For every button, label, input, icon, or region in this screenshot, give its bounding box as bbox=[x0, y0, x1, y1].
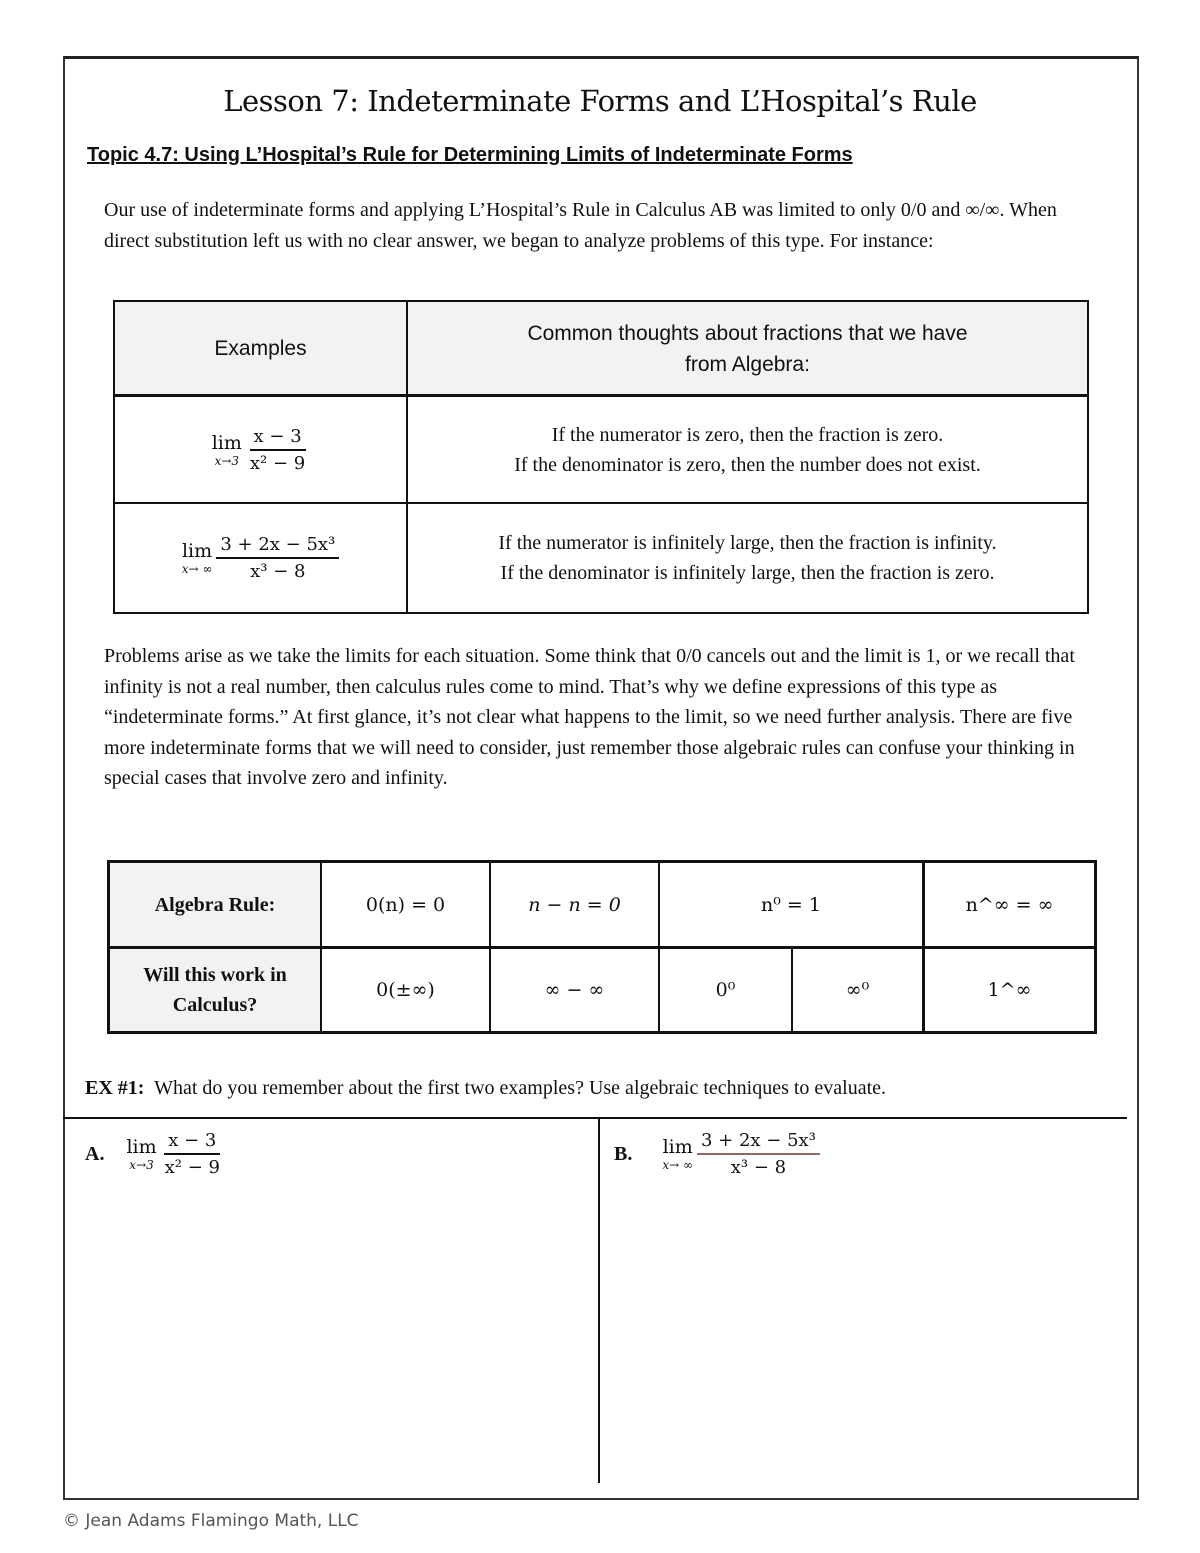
denominator: x² − 9 bbox=[164, 1157, 220, 1178]
copyright-footer: © Jean Adams Flamingo Math, LLC bbox=[63, 1511, 359, 1531]
examples-table bbox=[113, 300, 1089, 614]
form-infinity-to-zero: ∞⁰ bbox=[845, 979, 870, 1001]
part-a-label: A. bbox=[85, 1142, 105, 1165]
lim-subscript: x→ ∞ bbox=[662, 1158, 693, 1172]
thought-2 bbox=[408, 504, 1087, 612]
lim-subscript: x→3 bbox=[129, 1158, 154, 1172]
ex1-prompt bbox=[85, 1077, 886, 1100]
rule-zero-power: n⁰ = 1 bbox=[761, 893, 821, 916]
ex1-part-a bbox=[85, 1130, 224, 1178]
denominator: x³ − 8 bbox=[250, 561, 306, 582]
lim-subscript: x→3 bbox=[214, 453, 240, 468]
divider bbox=[63, 1117, 1127, 1119]
form-one-to-infinity: 1^∞ bbox=[987, 979, 1032, 1001]
problems-paragraph: Problems arise as we take the limits for each situation. Some think that 0/0 cancels out and the limit is 1, or we recall that infinity is not a real number, then calculus rules come to mind. That’s why we define expressions of this type as “indeterminate forms.” At first glance, it’s not clear what happens to the limit, so we need further analysis. There are five more indeterminate forms that we will need to consider, just remember those algebraic rules can confuse your thinking in special cases that involve zero and infinity. bbox=[104, 645, 1075, 789]
lim-subscript: x→ ∞ bbox=[181, 562, 213, 576]
lim-label: lim bbox=[181, 540, 213, 562]
ex1-part-b bbox=[614, 1130, 820, 1178]
denominator: x³ − 8 bbox=[730, 1157, 787, 1178]
lim-label: lim bbox=[126, 1136, 157, 1158]
numerator: 3 + 2x − 5x³ bbox=[697, 1130, 820, 1155]
indeterminate-forms-table bbox=[107, 860, 1097, 1034]
example-2 bbox=[115, 504, 406, 612]
numerator: x − 3 bbox=[164, 1130, 220, 1155]
form-zero-times-infinity: 0(±∞) bbox=[376, 979, 435, 1001]
ex1-label: EX #1: bbox=[85, 1077, 145, 1099]
lim-label: lim bbox=[211, 431, 242, 454]
numerator: 3 + 2x − 5x³ bbox=[216, 534, 339, 559]
thought-line: If the denominator is infinitely large, then the fraction is zero. bbox=[500, 562, 995, 584]
example-1 bbox=[115, 397, 406, 502]
header-thoughts: Common thoughts about fractions that we have from Algebra: bbox=[408, 302, 1087, 395]
form-zero-to-zero: 0⁰ bbox=[715, 979, 736, 1001]
lesson-title: Lesson 7: Indeterminate Forms and L’Hospital’s Rule bbox=[223, 84, 977, 118]
form-infinity-minus-infinity: ∞ − ∞ bbox=[544, 979, 605, 1001]
calculus-question-label: Will this work in Calculus? bbox=[110, 949, 320, 1031]
thought-line: If the numerator is zero, then the fraction is zero. bbox=[551, 423, 944, 446]
rule-zero-product: 0(n) = 0 bbox=[365, 893, 446, 916]
ex1-text: What do you remember about the first two examples? Use algebraic techniques to evaluate. bbox=[154, 1077, 887, 1099]
denominator: x² − 9 bbox=[249, 452, 306, 474]
column-divider bbox=[598, 1119, 600, 1483]
rule-difference: n − n = 0 bbox=[528, 893, 621, 916]
topic-heading: Topic 4.7: Using L’Hospital’s Rule for Determining Limits of Indeterminate Forms bbox=[87, 144, 853, 166]
thought-1 bbox=[408, 397, 1087, 502]
part-b-label: B. bbox=[614, 1142, 633, 1165]
lim-label: lim bbox=[662, 1136, 693, 1158]
algebra-rule-label: Algebra Rule: bbox=[110, 863, 320, 947]
rule-infinite-power: n^∞ = ∞ bbox=[965, 893, 1054, 916]
numerator: x − 3 bbox=[250, 426, 306, 451]
thought-line: If the denominator is zero, then the number does not exist. bbox=[514, 453, 981, 476]
thought-line: If the numerator is infinitely large, then the fraction is infinity. bbox=[498, 532, 997, 554]
intro-paragraph: Our use of indeterminate forms and applying L’Hospital’s Rule in Calculus AB was limited to only 0/0 and ∞/∞. When direct substitution left us with no clear answer, we began to analyze problems of this type. For instance: bbox=[104, 199, 1057, 252]
header-examples: Examples bbox=[115, 302, 406, 395]
